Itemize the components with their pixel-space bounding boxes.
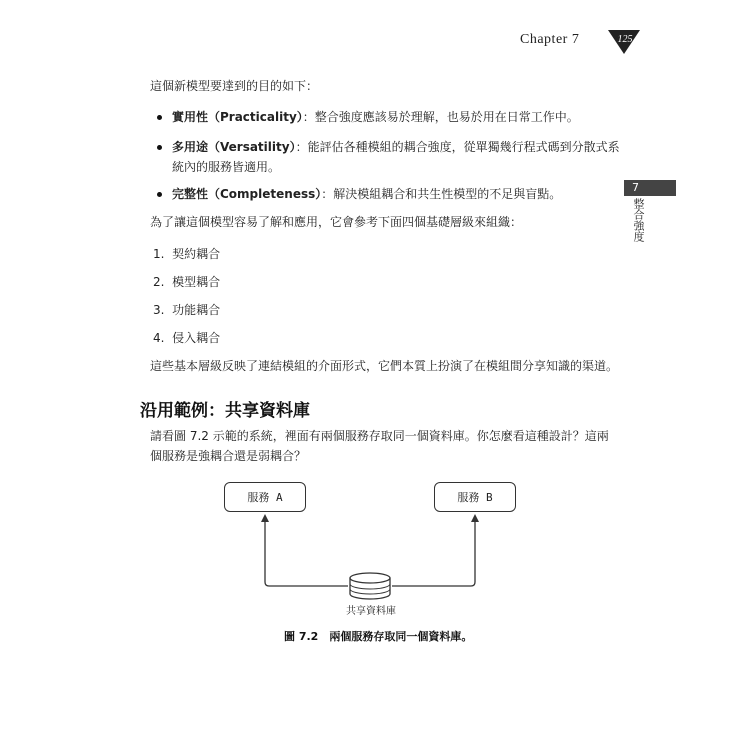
connector-line-a (265, 518, 348, 586)
item-number: 4. (153, 331, 165, 345)
bullet-term: 實用性（Practicality） (172, 110, 303, 124)
bullet-dot (157, 192, 162, 197)
numbered-item (153, 273, 220, 290)
bullet-item (172, 107, 579, 127)
arrowhead-up-icon (261, 514, 269, 522)
connector-line-b (392, 518, 475, 586)
bullet-item (172, 184, 561, 204)
numbered-item (153, 329, 220, 346)
page-number-badge (608, 30, 640, 54)
bullet-item (172, 137, 620, 157)
item-number: 3. (153, 303, 165, 317)
item-label: 侵入耦合 (172, 331, 221, 345)
item-label: 契約耦合 (172, 247, 221, 261)
lead-paragraph: 為了讓這個模型容易了解和應用，它會參考下面四個基礎層級來組織： (150, 215, 523, 229)
bullet-continuation: 統內的服務皆適用。 (172, 160, 281, 174)
page-number: 125 (617, 34, 633, 45)
figure-caption: 圖 7.2 兩個服務存取同一個資料庫。 (284, 630, 473, 643)
intro-paragraph: 這個新模型要達到的目的如下： (150, 79, 319, 93)
section-body-line: 請看圖 7.2 示範的系統，裡面有兩個服務存取同一個資料庫。你怎麼看這種設計？這兩 (150, 429, 609, 443)
section-heading: 沿用範例：共享資料庫 (140, 401, 310, 421)
numbered-item (153, 245, 220, 262)
chapter-side-tab: 7 (624, 180, 676, 196)
item-number: 2. (153, 275, 165, 289)
item-label: 功能耦合 (172, 303, 221, 317)
database-label: 共享資料庫 (346, 606, 396, 617)
numbered-item (153, 301, 220, 318)
arrowhead-up-icon (471, 514, 479, 522)
item-number: 1. (153, 247, 165, 261)
chapter-side-title: 整合強度 (632, 198, 645, 242)
bullet-text: ：整合強度應該易於理解，也易於用在日常工作中。 (302, 110, 579, 124)
bullet-term: 完整性（Completeness） (172, 187, 322, 201)
item-label: 模型耦合 (172, 275, 221, 289)
diagram-connectors (220, 510, 520, 605)
bullet-term: 多用途（Versatility） (172, 140, 296, 154)
service-a-box: 服務 A (224, 482, 306, 512)
database-icon (350, 573, 390, 599)
bullet-dot (157, 115, 162, 120)
section-body-line: 個服務是強耦合還是弱耦合？ (150, 449, 307, 463)
bullet-dot (157, 145, 162, 150)
service-b-box: 服務 B (434, 482, 516, 512)
chapter-label: Chapter 7 (520, 32, 580, 47)
summary-paragraph: 這些基本層級反映了連結模組的介面形式，它們本質上扮演了在模組間分享知識的渠道。 (150, 359, 619, 373)
bullet-text: ：能評估各種模組的耦合強度，從單獨幾行程式碼到分散式系 (295, 140, 620, 154)
bullet-text: ：解決模組耦合和共生性模型的不足與盲點。 (321, 187, 562, 201)
